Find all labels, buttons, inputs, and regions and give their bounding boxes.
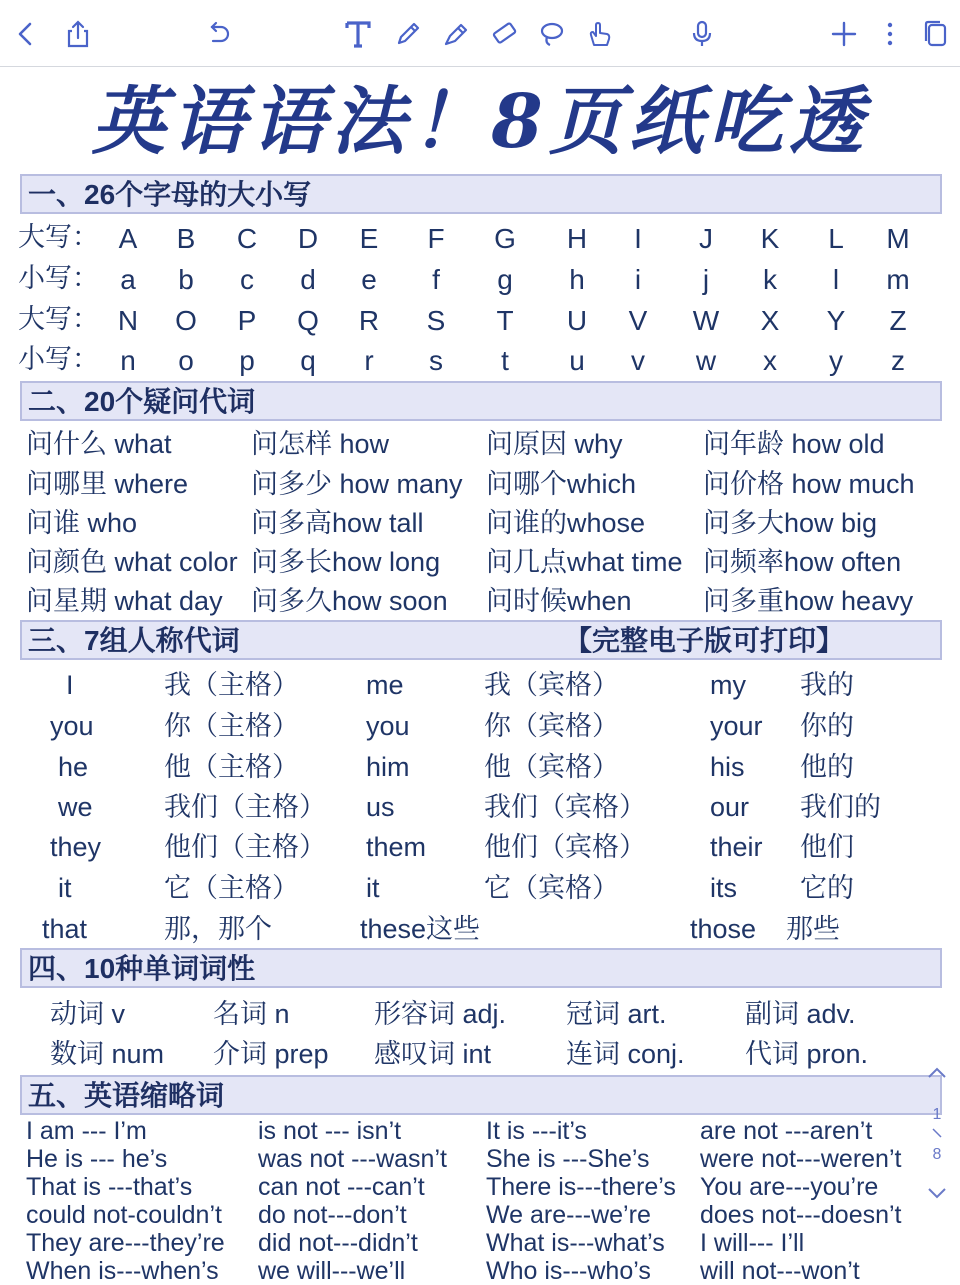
question-word-cell: 问谁的whose (486, 508, 646, 538)
section-header-question-words (20, 381, 942, 421)
question-word-cell: 问频率how often (703, 547, 902, 577)
pronoun-cell: these这些 (360, 914, 481, 944)
more-icon[interactable] (874, 18, 906, 50)
page-current: 1 (932, 1106, 942, 1123)
part-of-speech-cell: 动词 v (50, 999, 126, 1029)
pronoun-cell: you (50, 711, 94, 741)
toolbar (0, 0, 960, 67)
pronoun-cell: he (58, 752, 89, 782)
contraction-cell: She is ---She’s (486, 1145, 650, 1173)
letter-cell: X (760, 305, 780, 336)
page-down-icon[interactable] (922, 1186, 952, 1205)
letter-cell: c (240, 264, 254, 295)
pronoun-cell: they (50, 832, 102, 862)
question-word-cell: 问价格 how much (703, 469, 915, 499)
question-word-cell: 问星期 what day (26, 586, 223, 616)
section-header-letters (20, 174, 942, 214)
eraser-icon[interactable] (488, 18, 520, 50)
contraction-cell: is not --- isn’t (258, 1117, 402, 1145)
letter-cell: W (692, 305, 720, 336)
letter-cell: M (886, 223, 910, 254)
question-word-cell: 问多高how tall (251, 508, 424, 538)
contraction-cell: It is ---it’s (486, 1117, 587, 1145)
letter-cell: E (359, 223, 379, 254)
contraction-cell: was not ---wasn’t (258, 1145, 447, 1173)
letter-cell: G (494, 223, 516, 254)
contraction-cell: We are---we’re (486, 1201, 651, 1229)
letter-cell: J (699, 223, 713, 254)
letter-cell: N (117, 305, 139, 336)
letter-cell: x (763, 345, 777, 376)
pronoun-cell: that (42, 914, 88, 944)
letter-cell: p (239, 345, 255, 376)
letter-cell: Q (297, 305, 319, 336)
contraction-cell: we will---we’ll (258, 1257, 406, 1285)
question-word-cell: 问多长how long (251, 547, 441, 577)
row-label: 大写： (18, 222, 99, 252)
pronoun-cell: their (710, 832, 763, 862)
question-word-cell: 问时候when (486, 586, 632, 616)
part-of-speech-cell: 名词 n (213, 999, 290, 1029)
contraction-cell: There is---there’s (486, 1173, 676, 1201)
letter-cell: U (566, 305, 588, 336)
pronoun-cell: 我的 (800, 670, 854, 700)
part-of-speech-cell: 感叹词 int (374, 1039, 492, 1069)
letter-cell: w (695, 345, 717, 376)
letter-cell: Z (889, 305, 907, 336)
row-label: 小写： (18, 344, 99, 374)
question-word-cell: 问怎样 how (251, 429, 390, 459)
letter-cell: r (364, 345, 374, 376)
question-word-cell: 问原因 why (486, 429, 623, 459)
pronoun-cell: 那些 (786, 914, 840, 944)
question-word-cell: 问年龄 how old (703, 429, 885, 459)
page-title: 英语语法！8页纸吃透 (91, 79, 869, 165)
page-divider (922, 1126, 952, 1145)
contraction-cell: I will--- I’ll (700, 1229, 805, 1257)
part-of-speech-cell: 数词 num (50, 1039, 165, 1069)
letter-cell: C (236, 223, 258, 254)
letter-cell: m (886, 264, 910, 295)
contraction-cell: That is ---that’s (26, 1173, 193, 1201)
part-of-speech-cell: 冠词 art. (566, 999, 667, 1029)
letter-cell: h (569, 264, 585, 295)
pronoun-cell: it (58, 873, 72, 903)
pronoun-cell: 我们（宾格） (484, 792, 646, 822)
letter-cell: k (763, 264, 777, 295)
letter-cell: s (429, 345, 443, 376)
microphone-icon[interactable] (686, 18, 718, 50)
row-label: 小写： (18, 263, 99, 293)
letter-cell: f (432, 264, 440, 295)
pronoun-cell: 它（宾格） (484, 873, 619, 903)
contraction-cell: He is --- he’s (26, 1145, 168, 1173)
question-word-cell: 问颜色 what color (26, 547, 238, 577)
text-tool-icon[interactable] (342, 18, 374, 50)
pronoun-cell: our (710, 792, 750, 822)
section-header-pronouns (20, 620, 942, 660)
contraction-cell: were not---weren’t (700, 1145, 902, 1173)
letter-cell: i (634, 264, 642, 295)
pages-icon[interactable] (920, 18, 952, 50)
contraction-cell: could not-couldn’t (26, 1201, 222, 1229)
pronoun-cell: 他们（宾格） (484, 832, 646, 862)
question-word-cell: 问哪里 where (26, 469, 189, 499)
pronoun-cell: 那，那个 (164, 914, 272, 944)
letter-cell: v (631, 345, 645, 376)
pen-icon[interactable] (392, 18, 424, 50)
part-of-speech-cell: 形容词 adj. (374, 999, 507, 1029)
letter-cell: T (496, 305, 514, 336)
pronoun-cell: my (710, 670, 746, 700)
contraction-cell: does not---doesn’t (700, 1201, 902, 1229)
pronoun-cell: us (366, 792, 395, 822)
pronoun-cell: I (66, 670, 74, 700)
letter-cell: b (178, 264, 194, 295)
question-word-cell: 问多久how soon (251, 586, 448, 616)
letter-cell: d (300, 264, 316, 295)
letter-cell: F (427, 223, 445, 254)
contraction-cell: What is---what’s (486, 1229, 665, 1257)
section-title: 四、10种单词词性 (28, 953, 256, 984)
letter-cell: I (634, 223, 642, 254)
pronoun-cell: 他们（主格） (164, 832, 326, 862)
letter-cell: e (361, 264, 377, 295)
section-title: 三、7组人称代词 (28, 625, 240, 656)
part-of-speech-cell: 副词 adv. (745, 999, 856, 1029)
pronoun-cell: 它的 (800, 873, 854, 903)
question-word-cell: 问多少 how many (251, 469, 463, 499)
pronoun-cell: his (710, 752, 745, 782)
letter-cell: D (297, 223, 319, 254)
printable-note: 【完整电子版可打印】 (564, 625, 845, 656)
pronoun-cell: 我们的 (800, 792, 881, 822)
back-icon[interactable] (10, 18, 42, 50)
pronoun-cell: those (690, 914, 757, 944)
row-label: 大写： (18, 304, 99, 334)
pronoun-cell: 你（主格） (164, 711, 299, 741)
pronoun-cell: 他的 (800, 752, 854, 782)
contraction-cell: will not---won’t (700, 1257, 860, 1285)
letter-cell: y (829, 345, 843, 376)
pronoun-cell: 我（宾格） (484, 670, 619, 700)
contraction-cell: When is---when’s (26, 1257, 219, 1285)
letter-cell: K (760, 223, 780, 254)
contraction-cell: Who is---who’s (486, 1257, 651, 1285)
pronoun-cell: him (366, 752, 410, 782)
letter-cell: t (501, 345, 509, 376)
letter-cell: Y (826, 305, 846, 336)
contraction-cell: I am --- I’m (26, 1117, 147, 1145)
question-word-cell: 问多大how big (703, 508, 878, 538)
pronoun-cell: its (710, 873, 737, 903)
page-up-icon[interactable] (922, 1066, 952, 1085)
letter-cell: B (176, 223, 196, 254)
pronoun-cell: 我（主格） (164, 670, 299, 700)
section-title: 一、26个字母的大小写 (28, 179, 312, 210)
letter-cell: A (118, 223, 138, 254)
section-header-parts-of-speech (20, 948, 942, 988)
section-title: 二、20个疑问代词 (28, 386, 256, 417)
letter-cell: l (832, 264, 840, 295)
pronoun-cell: me (366, 670, 404, 700)
pronoun-cell: we (58, 792, 93, 822)
letter-cell: L (828, 223, 844, 254)
letter-cell: q (300, 345, 316, 376)
letter-cell: S (426, 305, 446, 336)
part-of-speech-cell: 介词 prep (213, 1039, 329, 1069)
letter-cell: P (237, 305, 257, 336)
section-header-contractions (20, 1075, 942, 1115)
highlighter-icon[interactable] (440, 18, 472, 50)
pronoun-cell: it (366, 873, 380, 903)
lasso-icon[interactable] (536, 18, 568, 50)
question-word-cell: 问几点what time (486, 547, 683, 577)
contraction-cell: You are---you’re (700, 1173, 879, 1201)
pronoun-cell: 我们（主格） (164, 792, 326, 822)
contraction-cell: They are---they’re (26, 1229, 225, 1257)
pronoun-cell: your (710, 711, 763, 741)
letter-cell: g (497, 264, 513, 295)
hand-icon[interactable] (584, 18, 616, 50)
letter-cell: j (702, 264, 710, 295)
contraction-cell: can not ---can’t (258, 1173, 425, 1201)
contraction-cell: do not---don’t (258, 1201, 407, 1229)
contraction-cell: are not ---aren’t (700, 1117, 873, 1145)
part-of-speech-cell: 连词 conj. (566, 1039, 685, 1069)
letter-cell: n (120, 345, 136, 376)
part-of-speech-cell: 代词 pron. (745, 1039, 869, 1069)
pronoun-cell: you (366, 711, 410, 741)
question-word-cell: 问哪个which (486, 469, 637, 499)
pronoun-cell: 他（宾格） (484, 752, 619, 782)
question-word-cell: 问什么 what (26, 429, 172, 459)
pronoun-cell: 它（主格） (164, 873, 299, 903)
contraction-cell: did not---didn’t (258, 1229, 418, 1257)
letter-cell: O (175, 305, 197, 336)
letter-cell: R (358, 305, 380, 336)
pronoun-cell: them (366, 832, 427, 862)
share-icon[interactable] (62, 18, 94, 50)
pronoun-cell: 他们 (800, 832, 854, 862)
undo-icon[interactable] (202, 18, 234, 50)
page-total: 8 (932, 1146, 942, 1163)
letter-cell: z (891, 345, 905, 376)
question-word-cell: 问多重how heavy (703, 586, 914, 616)
letter-cell: H (566, 223, 588, 254)
letter-cell: a (120, 264, 136, 295)
add-icon[interactable] (828, 18, 860, 50)
pronoun-cell: 他（主格） (164, 752, 299, 782)
section-title: 五、英语缩略词 (28, 1080, 225, 1111)
question-word-cell: 问谁 who (26, 508, 138, 538)
letter-cell: o (178, 345, 194, 376)
letter-cell: V (628, 305, 648, 336)
pronoun-cell: 你（宾格） (484, 711, 619, 741)
pronoun-cell: 你的 (800, 711, 854, 741)
letter-cell: u (569, 345, 585, 376)
